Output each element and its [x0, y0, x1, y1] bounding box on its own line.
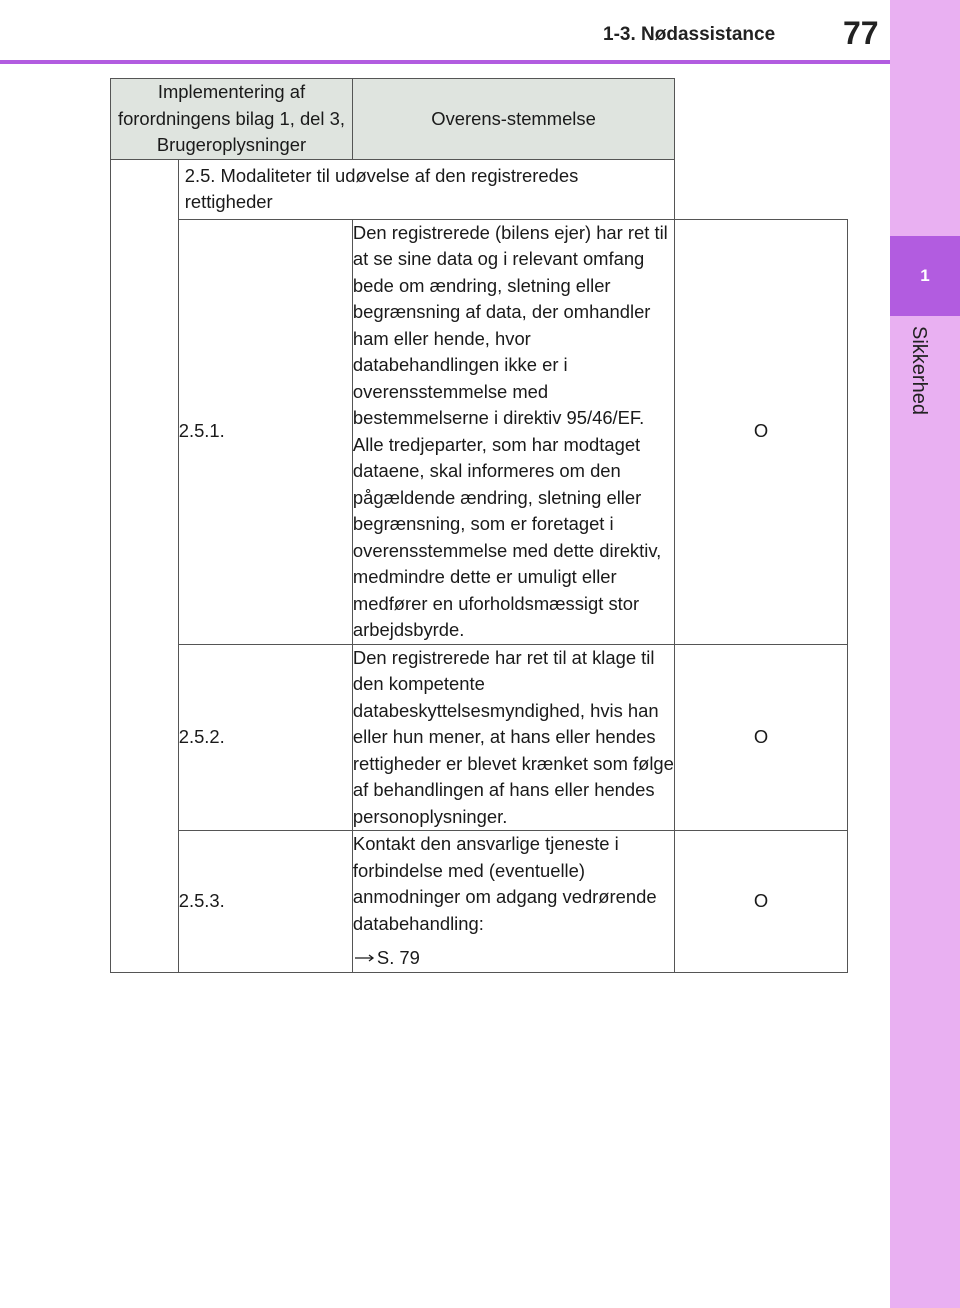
indent-cell — [111, 159, 179, 972]
row-description — [352, 219, 674, 644]
row-number: 2.5.1. — [178, 219, 352, 644]
chapter-number-tab — [890, 236, 960, 316]
table-row — [111, 219, 848, 644]
row-text: Den registrerede (bilens ejer) har ret til at se sine data og i relevant omfang bede om ændring, sletning eller begrænsning af data, der omhandler ham eller hende, hvor databehandlingen ikke er i overensstemmelse med bestemmelserne i direktiv 95/46/EF. Alle tredjeparter, som har modtaget dataene, skal informeres om den pågældende ændring, sletning eller begrænsning, som er foretaget i overensstemmelse med dette direktiv, medmindre dette er umuligt eller medfører en uforholdsmæssigt stor arbejdsbyrde. — [352, 221, 668, 640]
chapter-number: 1 — [920, 266, 930, 285]
section-heading: 2.5. Modaliteter til udøvelse af den registreredes rettigheder — [178, 159, 674, 219]
page-reference-text[interactable]: S. 79 — [376, 947, 420, 968]
chapter-label: Sikkerhed — [908, 326, 930, 415]
arrow-right-icon — [353, 952, 377, 964]
row-status: O — [675, 219, 848, 644]
header-divider — [0, 60, 890, 64]
chapter-sidebar — [890, 0, 960, 1308]
section-title: 1-3. Nødassistance — [603, 24, 776, 45]
row-number: 2.5.3. — [178, 831, 352, 973]
table-row — [111, 644, 848, 831]
row-text: Den registrerede har ret til at klage til den kompetente databeskyttelsesmyndighed, hvis han eller hun mener, at hans eller hendes rettigheder er blevet krænket som følge af behandlingen af hans eller hendes personoplysninger. — [352, 646, 674, 827]
page-reference[interactable] — [353, 945, 674, 972]
table-header-row — [111, 79, 848, 160]
table-row — [111, 831, 848, 973]
header-status — [352, 79, 674, 160]
row-number: 2.5.2. — [178, 644, 352, 831]
page-number: 77 — [843, 15, 879, 51]
row-status: O — [675, 831, 848, 973]
header-status-label: Overens-stemmelse — [431, 107, 596, 129]
row-description — [352, 831, 674, 973]
row-description — [352, 644, 674, 831]
regulation-table — [110, 78, 848, 973]
section-row — [111, 159, 848, 219]
row-status: O — [675, 644, 848, 831]
row-text: Kontakt den ansvarlige tjeneste i forbindelse med (eventuelle) anmodninger om adgang vedrørende databehandling: — [352, 833, 657, 934]
header-description: Implementering af forordningens bilag 1, del 3, Brugeroplysninger — [111, 79, 353, 160]
